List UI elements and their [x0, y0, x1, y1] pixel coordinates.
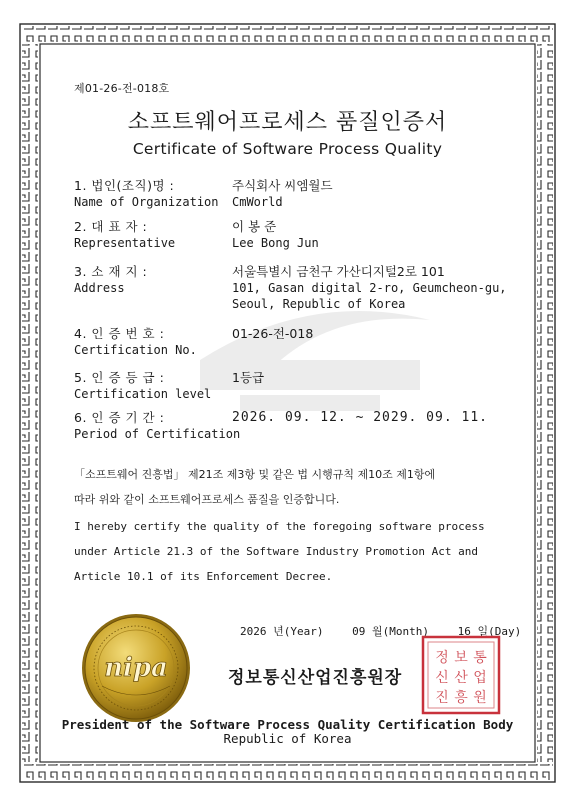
svg-text:정: 정	[435, 650, 449, 666]
statement-english	[74, 514, 514, 589]
svg-text:신: 신	[435, 670, 449, 686]
statement-ko-line1: 「소프트웨어 진흥법」 제21조 제3항 및 같은 법 시행규칙 제10조 제1항에	[74, 468, 436, 481]
field-organization-label	[74, 178, 219, 210]
certification-period: 2026. 09. 12. ~ 2029. 09. 11.	[232, 410, 488, 425]
label-ko: 4. 인 증 번 호 :	[74, 326, 165, 341]
svg-text:진: 진	[435, 690, 449, 706]
field-level-value	[232, 370, 264, 386]
svg-text:보: 보	[454, 650, 468, 666]
field-address-value	[232, 264, 507, 312]
field-address-label	[74, 264, 147, 296]
certification-level: 1등급	[232, 370, 265, 385]
label-en: Address	[74, 281, 125, 295]
field-representative-label	[74, 219, 175, 251]
label-ko: 6. 인 증 기 간 :	[74, 410, 165, 425]
svg-text:통: 통	[473, 650, 487, 666]
svg-text:산: 산	[454, 670, 468, 686]
label-en: Representative	[74, 236, 176, 250]
issue-year: 2026 년(Year)	[240, 625, 324, 638]
representative-name-ko: 이 봉 준	[232, 219, 277, 234]
title-english: Certificate of Software Process Quality	[132, 140, 443, 158]
svg-text:업: 업	[473, 670, 487, 686]
label-ko: 1. 법인(조직)명 :	[74, 178, 175, 193]
watermark-logo	[180, 300, 440, 420]
svg-text:흥: 흥	[454, 690, 468, 706]
statement-en-line1: I hereby certify the quality of the foregoing software process	[74, 520, 485, 533]
label-ko: 2. 대 표 자 :	[74, 219, 148, 234]
title-korean: 소프트웨어프로세스 품질인증서	[127, 110, 448, 135]
label-en: Certification level	[74, 387, 212, 401]
statement-korean	[74, 462, 514, 512]
label-en: Certification No.	[74, 343, 197, 357]
official-red-stamp	[420, 634, 502, 716]
issuer-country-english: Republic of Korea	[223, 731, 352, 746]
label-en: Name of Organization	[74, 195, 219, 209]
label-ko: 3. 소 재 지 :	[74, 264, 148, 279]
label-ko: 5. 인 증 등 급 :	[74, 370, 165, 385]
svg-text:원: 원	[473, 690, 487, 706]
field-period-label	[74, 410, 240, 442]
issuer-title-english: President of the Software Process Quality Certification Body	[61, 717, 514, 732]
field-representative-value	[232, 219, 319, 251]
field-cert-no-label	[74, 326, 197, 358]
label-en: Period of Certification	[74, 427, 241, 441]
field-cert-no-value	[232, 326, 313, 342]
certification-number: 01-26-전-018	[232, 326, 314, 341]
issue-month: 09 월(Month)	[352, 625, 429, 638]
organization-name-ko: 주식회사 씨엠월드	[232, 178, 333, 193]
address-en-line1: 101, Gasan digital 2-ro, Geumcheon-gu,	[232, 281, 507, 295]
statement-en-line3: Article 10.1 of its Enforcement Decree.	[74, 570, 333, 583]
nipa-gold-seal	[80, 612, 192, 724]
statement-en-line2: under Article 21.3 of the Software Industry Promotion Act and	[74, 545, 478, 558]
field-organization-value	[232, 178, 333, 210]
svg-text:nipa: nipa	[104, 653, 168, 683]
certificate-number: 제01-26-전-018호	[74, 82, 170, 95]
statement-ko-line2: 따라 위와 같이 소프트웨어프로세스 품질을 인증합니다.	[74, 493, 340, 506]
representative-name-en: Lee Bong Jun	[232, 236, 319, 250]
issue-day: 16 일(Day)	[457, 625, 522, 638]
address-en-line2: Seoul, Republic of Korea	[232, 297, 406, 311]
field-level-label	[74, 370, 211, 402]
field-period-value	[232, 410, 488, 426]
address-ko: 서울특별시 금천구 가산디지털2로 101	[232, 264, 445, 279]
organization-name-en: CmWorld	[232, 195, 283, 209]
issuer-name-korean: 정보통신산업진흥원장	[228, 668, 403, 688]
